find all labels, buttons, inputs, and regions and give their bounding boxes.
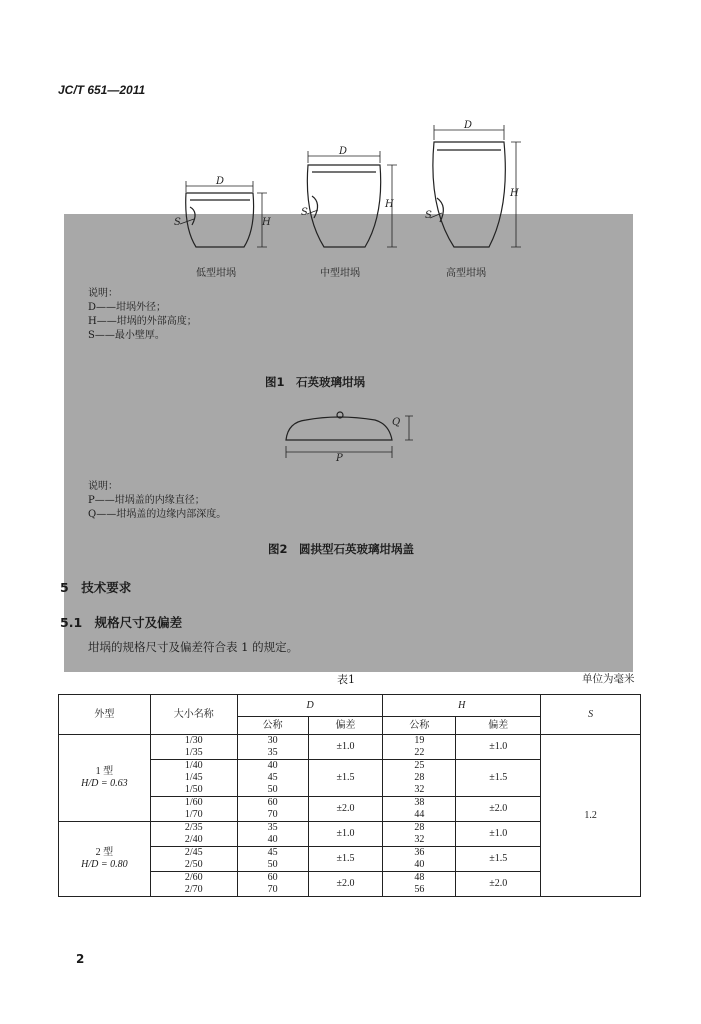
- D-value: 50: [267, 784, 278, 795]
- names-value: 2/35: [184, 822, 203, 833]
- low-crucible-outline: [186, 193, 254, 247]
- low-S-label: S: [174, 217, 181, 228]
- H_dev-cell: ±1.0: [456, 822, 541, 847]
- names-value: 1/35: [184, 747, 203, 758]
- high-crucible-label: 高型坩埚: [446, 268, 486, 279]
- H_dev-cell: ±1.5: [456, 760, 541, 797]
- medium-crucible-label: 中型坩埚: [320, 268, 360, 279]
- high-H-label: H: [510, 188, 519, 199]
- H-cell: [383, 735, 456, 760]
- D-value: 35: [267, 747, 278, 758]
- D-value: 35: [267, 822, 278, 833]
- H-value: 22: [414, 747, 425, 758]
- H-value: 19: [414, 735, 425, 746]
- section-5-1-paragraph: 坩埚的规格尺寸及偏差符合表 1 的规定。: [88, 640, 299, 654]
- spec-table: [58, 694, 641, 897]
- H-value: 44: [414, 809, 425, 820]
- H-cell: [383, 797, 456, 822]
- header-H: H: [383, 695, 541, 717]
- table-1-title: 表1: [337, 673, 355, 686]
- H_dev-cell: ±1.5: [456, 847, 541, 872]
- names-cell: [150, 847, 237, 872]
- D_dev-cell: ±1.0: [308, 735, 383, 760]
- names-value: 1/30: [184, 735, 203, 746]
- medium-H-label: H: [385, 199, 394, 210]
- D-cell: [237, 847, 308, 872]
- names-cell: [150, 735, 237, 760]
- figure-2-legend: [88, 480, 226, 522]
- H-value: 48: [414, 872, 425, 883]
- low-crucible-wall-detail: [190, 207, 195, 225]
- S-value-cell: 1.2: [541, 735, 641, 897]
- legend-item: P——坩埚盖的内缘直径；: [88, 495, 205, 506]
- legend-item: S——最小壁厚。: [88, 330, 165, 341]
- names-value: 1/45: [184, 772, 203, 783]
- D-value: 45: [267, 847, 278, 858]
- names-cell: [150, 797, 237, 822]
- H_dev-cell: ±2.0: [456, 797, 541, 822]
- D-value: 70: [267, 809, 278, 820]
- names-value: 1/40: [184, 760, 203, 771]
- standard-code-header: JC/T 651—2011: [58, 83, 146, 97]
- H-cell: [383, 760, 456, 797]
- D-value: 60: [267, 797, 278, 808]
- medium-D-label: D: [339, 146, 348, 157]
- D_dev-cell: ±2.0: [308, 872, 383, 897]
- figure-1-caption: 图1 石英玻璃坩埚: [265, 375, 366, 389]
- figure-2-caption: 图2 圆拱型石英玻璃坩埚盖: [268, 542, 415, 556]
- names-value: 2/50: [184, 859, 203, 870]
- H_dev-cell: ±1.0: [456, 735, 541, 760]
- D-cell: [237, 797, 308, 822]
- names-value: 1/60: [184, 797, 203, 808]
- H-value: 36: [414, 847, 425, 858]
- D-cell: [237, 822, 308, 847]
- section-5-1-heading: 5.1 规格尺寸及偏差: [60, 615, 183, 630]
- names-cell: [150, 822, 237, 847]
- D-value: 50: [267, 859, 278, 870]
- lid-Q-label: Q: [392, 417, 401, 428]
- header-size-name: 大小名称: [150, 695, 237, 735]
- names-cell: [150, 872, 237, 897]
- D_dev-cell: ±2.0: [308, 797, 383, 822]
- table-row: [59, 735, 641, 760]
- H_dev-cell: ±2.0: [456, 872, 541, 897]
- legend-item: H——坩埚的外部高度；: [88, 316, 197, 327]
- type-name: 2 型: [95, 847, 114, 858]
- header-S: S: [541, 695, 641, 735]
- names-value: 1/50: [184, 784, 203, 795]
- D-value: 45: [267, 772, 278, 783]
- type-cell: [59, 822, 151, 897]
- D-value: 40: [267, 760, 278, 771]
- names-value: 1/70: [184, 809, 203, 820]
- header-D-deviation: 偏差: [308, 717, 383, 735]
- figure-1-legend: [88, 287, 197, 343]
- header-D-nominal: 公称: [237, 717, 308, 735]
- type-cell: [59, 735, 151, 822]
- D-value: 60: [267, 872, 278, 883]
- H-value: 32: [414, 834, 425, 845]
- low-crucible-label: 低型坩埚: [196, 268, 236, 279]
- H-cell: [383, 847, 456, 872]
- D_dev-cell: ±1.5: [308, 847, 383, 872]
- H-value: 25: [414, 760, 425, 771]
- D-value: 30: [267, 735, 278, 746]
- legend-item: D——坩埚外径；: [88, 302, 167, 313]
- H-value: 28: [414, 772, 425, 783]
- H-value: 28: [414, 822, 425, 833]
- H-value: 38: [414, 797, 425, 808]
- header-H-nominal: 公称: [383, 717, 456, 735]
- high-D-label: D: [464, 120, 473, 131]
- type-name: 1 型: [95, 766, 114, 777]
- medium-crucible-outline: [307, 165, 380, 247]
- D_dev-cell: ±1.0: [308, 822, 383, 847]
- D-value: 40: [267, 834, 278, 845]
- names-value: 2/40: [184, 834, 203, 845]
- high-S-label: S: [425, 210, 432, 221]
- lid-P-label: P: [336, 453, 343, 464]
- header-D: D: [237, 695, 383, 717]
- header-type: 外型: [59, 695, 151, 735]
- type-ratio: H/D = 0.80: [81, 859, 128, 870]
- names-cell: [150, 760, 237, 797]
- low-D-label: D: [216, 176, 225, 187]
- names-value: 2/70: [184, 884, 203, 895]
- low-H-label: H: [262, 217, 271, 228]
- names-value: 2/60: [184, 872, 203, 883]
- type-ratio: H/D = 0.63: [81, 778, 128, 789]
- header-H-deviation: 偏差: [456, 717, 541, 735]
- D_dev-cell: ±1.5: [308, 760, 383, 797]
- crucible-lid-outline: [286, 417, 392, 440]
- medium-S-label: S: [301, 207, 308, 218]
- legend-title: 说明：: [88, 288, 118, 299]
- medium-crucible-wall-detail: [312, 196, 318, 218]
- legend-title: 说明：: [88, 481, 118, 492]
- D-value: 70: [267, 884, 278, 895]
- H-cell: [383, 822, 456, 847]
- D-cell: [237, 760, 308, 797]
- H-value: 32: [414, 784, 425, 795]
- H-value: 56: [414, 884, 425, 895]
- high-crucible-outline: [433, 142, 505, 247]
- table-1-unit: 单位为毫米: [582, 673, 635, 685]
- D-cell: [237, 735, 308, 760]
- legend-item: Q——坩埚盖的边缘内部深度。: [88, 509, 227, 520]
- D-cell: [237, 872, 308, 897]
- names-value: 2/45: [184, 847, 203, 858]
- H-cell: [383, 872, 456, 897]
- section-5-heading: 5 技术要求: [60, 580, 132, 595]
- H-value: 40: [414, 859, 425, 870]
- page-number: 2: [76, 952, 85, 966]
